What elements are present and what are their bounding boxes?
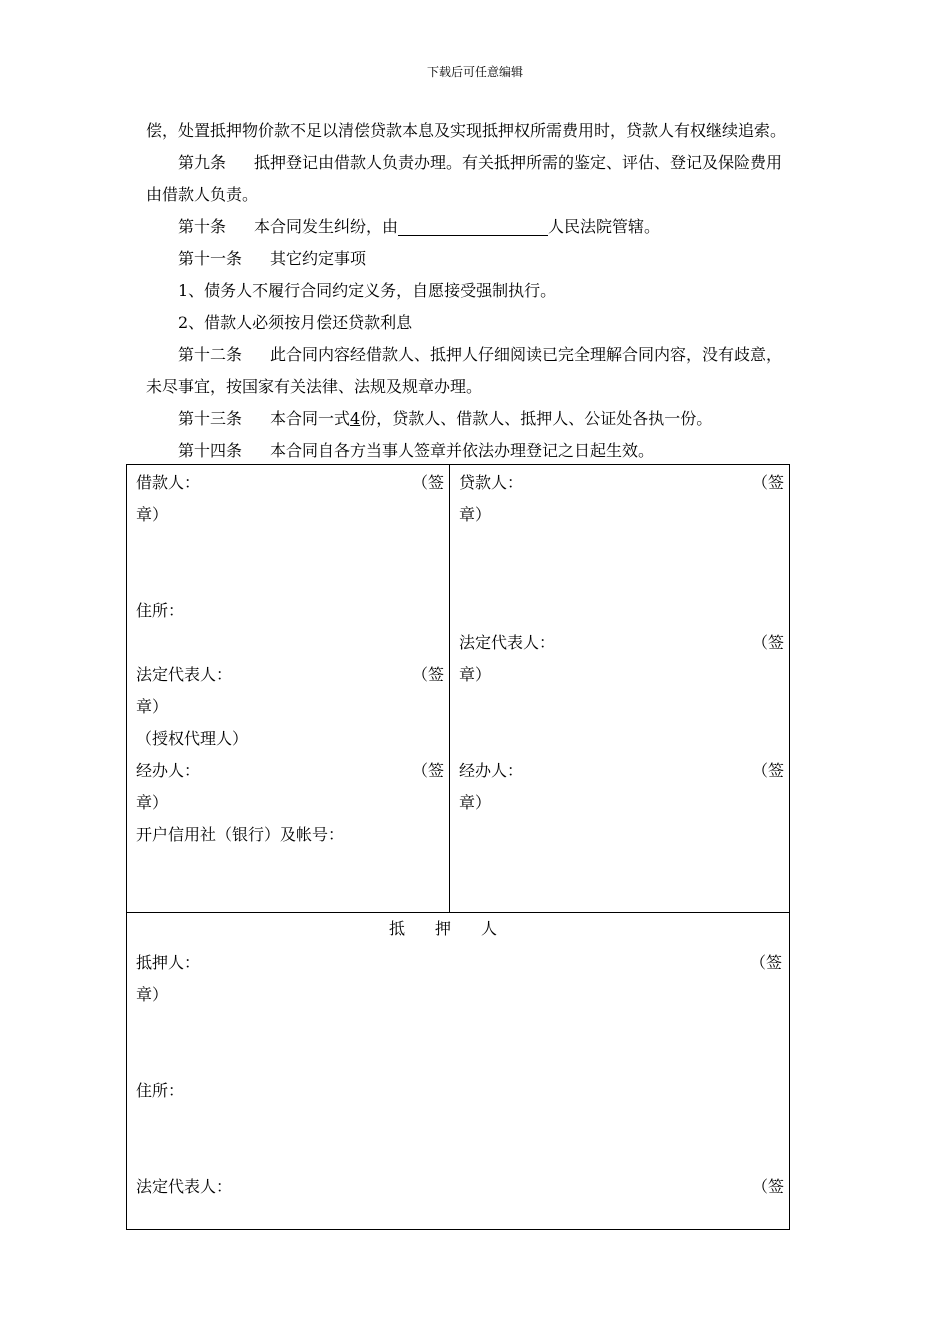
copies-count: 4 [350, 409, 361, 428]
lender-legal-rep-label: 法定代表人： [459, 633, 556, 652]
mortgagor-label: 抵押人： [136, 953, 201, 972]
lender-handler-label: 经办人： [459, 761, 524, 780]
page-header: 下载后可任意编辑 [426, 65, 523, 79]
mortgagor-sign-open: （签 [750, 953, 783, 972]
borrower-legal-rep-label: 法定代表人： [136, 665, 233, 684]
clause-9-continuation: 由借款人负责。 [146, 185, 259, 204]
clause-11-text: 其它约定事项 [270, 249, 367, 268]
clause-12 [178, 344, 782, 366]
borrower-sign-open: （签 [412, 473, 445, 492]
clause-10 [178, 216, 660, 238]
table-column-divider [449, 464, 450, 912]
clause-11 [178, 248, 366, 270]
table-row-divider [126, 912, 790, 913]
borrower-handler-sign-close: 章） [136, 793, 169, 812]
clause-12-label: 第十二条 [178, 345, 243, 364]
borrower-address-label: 住所： [136, 601, 185, 620]
lender-label: 贷款人： [459, 473, 524, 492]
mortgagor-legal-rep-label: 法定代表人： [136, 1177, 233, 1196]
clause-11-label: 第十一条 [178, 249, 243, 268]
clause-13-post: 份，贷款人、借款人、抵押人、公证处各执一份。 [360, 409, 713, 428]
bank-account-label: 开户信用社（银行）及帐号： [136, 825, 345, 844]
clause-9-label: 第九条 [178, 153, 227, 172]
court-blank [398, 217, 548, 236]
borrower-handler-sign-open: （签 [412, 761, 445, 780]
clause-14 [178, 440, 654, 462]
clause-12-continuation: 未尽事宜，按国家有关法律、法规及规章办理。 [146, 377, 483, 396]
clause-13-label: 第十三条 [178, 409, 243, 428]
clause-14-text: 本合同自各方当事人签章并依法办理登记之日起生效。 [270, 441, 655, 460]
clause-11-item-1: 1、债务人不履行合同约定义务，自愿接受强制执行。 [178, 281, 557, 300]
clause-13-pre: 本合同一式 [270, 409, 351, 428]
borrower-legal-rep-sign-close: 章） [136, 697, 169, 716]
lender-sign-close: 章） [459, 505, 492, 524]
borrower-handler-label: 经办人： [136, 761, 201, 780]
mortgagor-sign-close: 章） [136, 985, 169, 1004]
borrower-legal-rep-sign-open: （签 [412, 665, 445, 684]
clause-10-post: 人民法院管辖。 [548, 217, 661, 236]
borrower-label: 借款人： [136, 473, 201, 492]
mortgagor-section-title: 抵押人 [388, 919, 527, 938]
clause-9-text: 抵押登记由借款人负责办理。有关抵押所需的鉴定、评估、登记及保险费用 [254, 153, 783, 172]
clause-11-item-2: 2、借款人必须按月偿还贷款利息 [178, 313, 413, 332]
borrower-sign-close: 章） [136, 505, 169, 524]
lender-handler-sign-open: （签 [752, 761, 785, 780]
clause-9 [178, 152, 782, 174]
clause-10-label: 第十条 [178, 217, 227, 236]
clause-8-continuation: 偿，处置抵押物价款不足以清偿贷款本息及实现抵押权所需费用时，贷款人有权继续追索。 [146, 121, 787, 140]
lender-sign-open: （签 [752, 473, 785, 492]
mortgagor-legal-rep-sign-open: （签 [752, 1177, 785, 1196]
lender-legal-rep-sign-close: 章） [459, 665, 492, 684]
mortgagor-address-label: 住所： [136, 1081, 185, 1100]
clause-14-label: 第十四条 [178, 441, 243, 460]
clause-13 [178, 408, 712, 430]
signature-table [126, 464, 790, 1230]
clause-10-pre: 本合同发生纠纷，由 [254, 217, 399, 236]
lender-handler-sign-close: 章） [459, 793, 492, 812]
lender-legal-rep-sign-open: （签 [752, 633, 785, 652]
clause-12-text: 此合同内容经借款人、抵押人仔细阅读已完全理解合同内容，没有歧意， [270, 345, 783, 364]
authorized-agent-label: （授权代理人） [136, 729, 249, 748]
